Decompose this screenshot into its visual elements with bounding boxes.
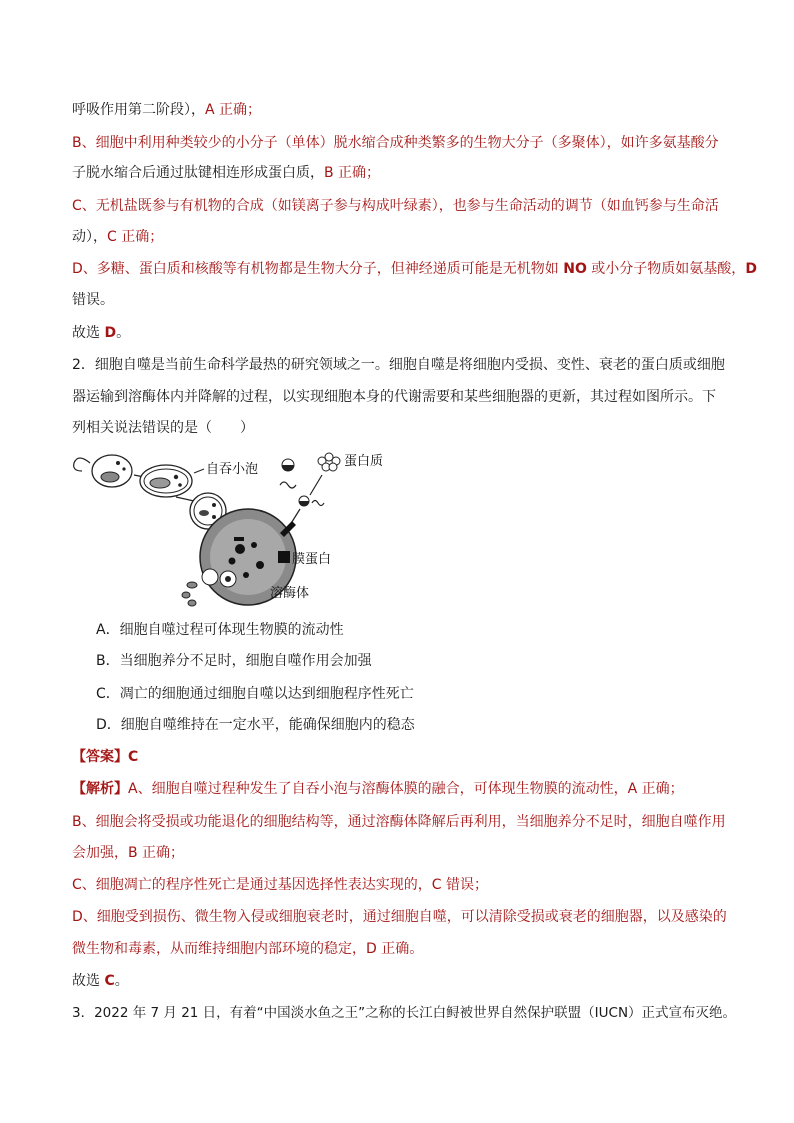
q3-stem: 3．2022 年 7 月 21 日，有着“中国淡水鱼之王”之称的长江白鲟被世界自然保护联盟（IUCN）正式宣布灭绝。 <box>72 1005 737 1021</box>
text-span: C <box>128 749 139 765</box>
text-span: 故选 <box>72 325 105 341</box>
analysis-d-line2 <box>72 939 423 959</box>
analysis-b-line2 <box>72 843 184 863</box>
analysis-c-line <box>72 875 488 895</box>
path <box>299 501 309 506</box>
path <box>282 465 294 471</box>
prev-answer-c-line2 <box>72 227 163 247</box>
circle <box>174 475 178 479</box>
text-span: 【解析】 <box>72 781 128 797</box>
circle <box>212 503 216 507</box>
text-span: NO <box>563 261 587 277</box>
text-span: D、多糖、蛋白质和核酸等有机物都是生物大分子，但神经递质可能是无机物如 <box>72 261 564 277</box>
option-b: B．当细胞养分不足时，细胞自噬作用会加强 <box>96 653 372 669</box>
prev-answer-choice <box>72 323 130 343</box>
circle <box>122 467 125 470</box>
prev-answer-d-line2: 错误。 <box>72 292 114 308</box>
text-span: 动）， <box>72 229 107 245</box>
autophagy-diagram <box>68 447 398 615</box>
text-span: 。 <box>114 973 129 989</box>
text-span: C、细胞凋亡的程序性死亡是通过基因选择性表达实现的， <box>72 877 432 893</box>
circle <box>256 561 264 569</box>
analysis-d-line1: D、细胞受到损伤、微生物入侵或细胞衰老时，通过细胞自噬，可以清除受损或衰老的细胞器，以及感染的 <box>72 909 727 925</box>
verdict-text: A 正确； <box>205 102 262 118</box>
circle <box>116 461 120 465</box>
circle <box>225 576 231 582</box>
path <box>280 482 296 488</box>
circle <box>243 572 249 578</box>
membrane-protein-icon <box>278 551 290 563</box>
ellipse <box>188 600 196 606</box>
prev-answer-c-line1: C、无机盐既参与有机物的合成（如镁离子参与构成叶绿素），也参与生命活动的调节（如血钙参与生命活 <box>72 198 719 214</box>
text-span: A、细胞自噬过程种发生了自吞小泡与溶酶体膜的融合，可体现生物膜的流动性， <box>128 781 628 797</box>
text-span: D 正确。 <box>366 941 424 957</box>
answer-line <box>72 747 138 767</box>
option-d: D．细胞自噬维持在一定水平，能确保细胞内的稳态 <box>96 717 415 733</box>
label-autophagosome: 自吞小泡 <box>206 462 259 477</box>
mitochondrion-icon <box>101 472 119 482</box>
label-membrane-protein: 膜蛋白 <box>292 552 332 567</box>
line <box>194 469 204 473</box>
text-span: 。 <box>116 325 131 341</box>
text-span: A 正确； <box>627 781 684 797</box>
line <box>176 497 194 501</box>
option-c: C．凋亡的细胞通过细胞自噬以达到细胞程序性死亡 <box>96 686 414 702</box>
q2-stem-line1: 2．细胞自噬是当前生命科学最热的研究领域之一。细胞自噬是将细胞内受损、变性、衰老的蛋白质或细胞 <box>72 357 725 373</box>
ellipse <box>199 510 209 516</box>
ellipse <box>182 592 190 598</box>
circle <box>235 544 245 554</box>
circle <box>178 483 182 487</box>
verdict-text: B 正确； <box>324 165 381 181</box>
label-protein: 蛋白质 <box>344 454 384 469</box>
rect <box>234 537 244 541</box>
text-span: C 错误； <box>431 877 489 893</box>
analysis-a-line <box>72 779 684 799</box>
text-span: D <box>104 325 117 341</box>
prev-answer-d-line1 <box>72 259 757 279</box>
circle <box>329 463 337 471</box>
text-span: D <box>745 261 757 277</box>
text-span: 子脱水缩合后通过肽键相连形成蛋白质， <box>72 165 324 181</box>
label-lysosome: 溶酶体 <box>270 586 310 601</box>
text-span: 【答案】 <box>72 749 128 765</box>
circle <box>251 542 257 548</box>
verdict-text: C 正确； <box>107 229 164 245</box>
text-span: 会加强， <box>72 845 128 861</box>
analysis-b-line1: B、细胞会将受损或功能退化的细胞结构等，通过溶酶体降解后再利用，当细胞养分不足时，细胞自噬作用 <box>72 814 726 830</box>
path <box>312 501 324 506</box>
text-span: 微生物和毒素，从而维持细胞内部环境的稳定， <box>72 941 366 957</box>
circle <box>212 515 216 519</box>
circle <box>202 569 218 585</box>
line <box>310 475 322 495</box>
text-span: 或小分子物质如氨基酸， <box>586 261 746 277</box>
prev-answer-b-line2 <box>72 163 380 183</box>
analysis-choice <box>72 971 129 991</box>
text-span: 故选 <box>72 973 105 989</box>
prev-answer-a-line <box>72 100 261 120</box>
text-span: B 正确； <box>128 845 185 861</box>
circle <box>229 558 236 565</box>
entry-arrow <box>74 458 90 471</box>
q2-stem-line3: 列相关说法错误的是（ ） <box>72 420 254 436</box>
option-a: A．细胞自噬过程可体现生物膜的流动性 <box>96 622 344 638</box>
protein-cluster-icon <box>318 453 340 471</box>
prev-answer-b-line1: B、细胞中利用种类较少的小分子（单体）脱水缩合成种类繁多的生物大分子（多聚体），如许多氨基酸分 <box>72 135 719 151</box>
text-span: 呼吸作用第二阶段）， <box>72 102 205 118</box>
ellipse <box>150 478 170 488</box>
text-span: C <box>104 973 115 989</box>
q2-stem-line2: 器运输到溶酶体内并降解的过程，以实现细胞本身的代谢需要和某些细胞器的更新，其过程如图所示。下 <box>72 389 716 405</box>
ellipse <box>187 582 197 588</box>
